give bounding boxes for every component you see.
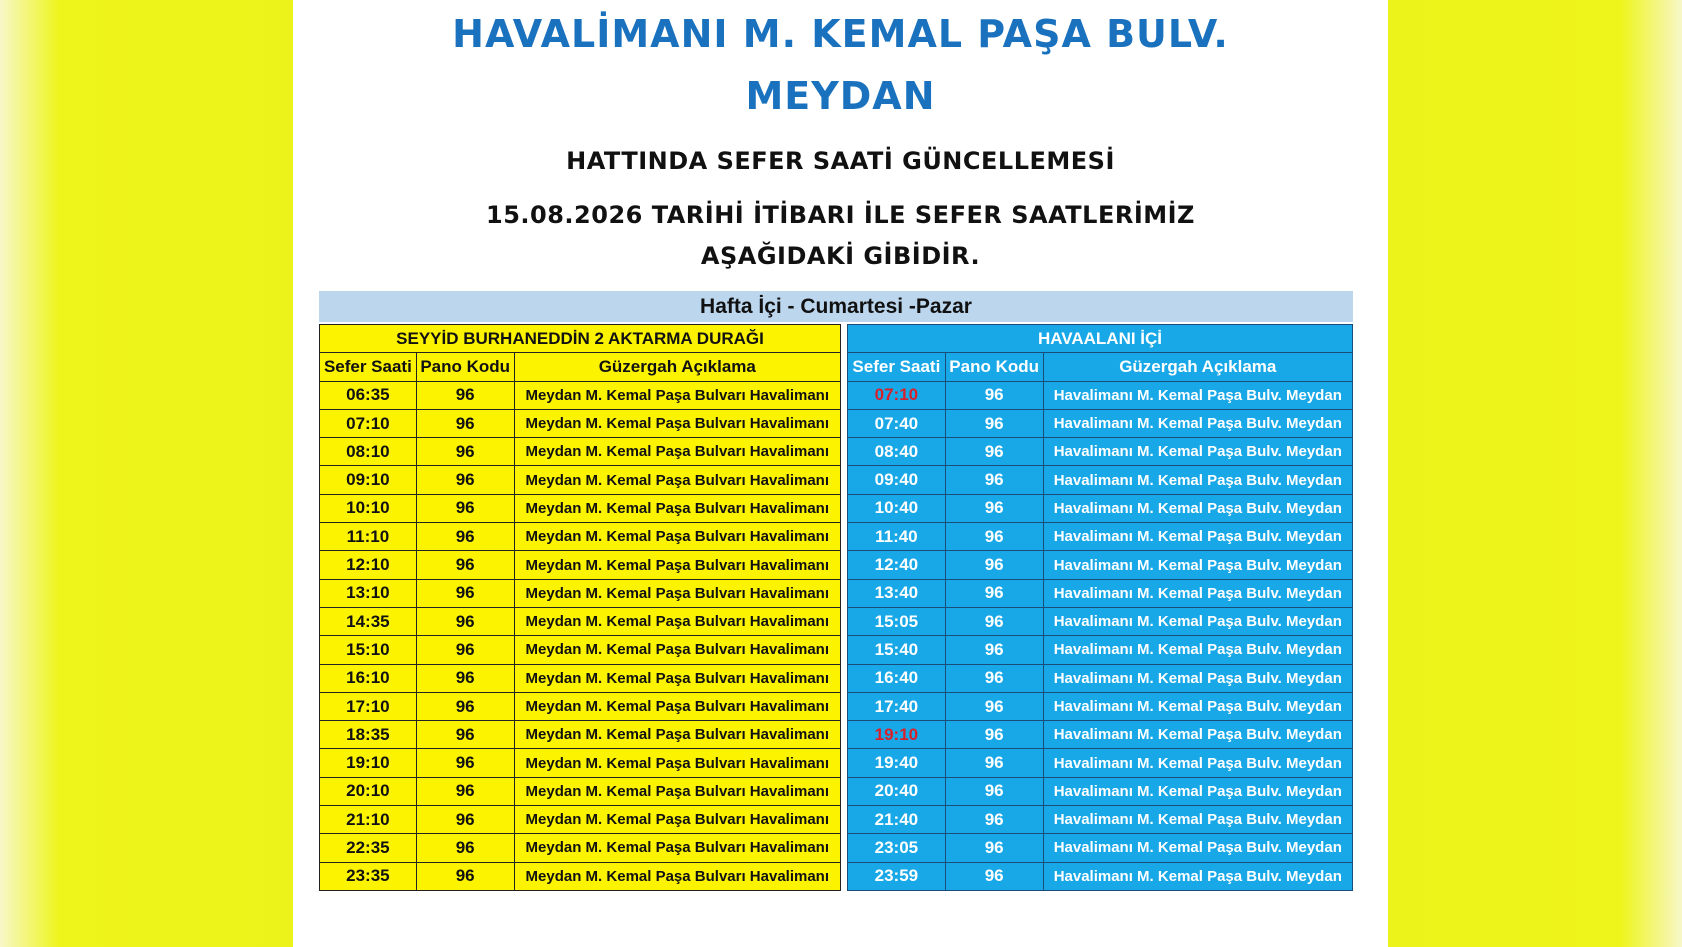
departure-time: 23:59 [848,862,946,890]
panel-code: 96 [945,607,1043,635]
panel-code: 96 [416,834,514,862]
panel-code: 96 [416,438,514,466]
departure-time: 07:10 [848,381,946,409]
route-description: Havalimanı M. Kemal Paşa Bulv. Meydan [1043,523,1352,551]
table-row [320,636,841,664]
departure-time: 07:40 [848,409,946,437]
departure-time: 15:05 [848,607,946,635]
departure-time: 22:35 [320,834,417,862]
table-row [848,777,1353,805]
departure-time: 11:40 [848,523,946,551]
table-row [848,409,1353,437]
route-description: Meydan M. Kemal Paşa Bulvarı Havalimanı [514,381,840,409]
departure-time: 21:10 [320,806,417,834]
departure-time: 19:10 [848,721,946,749]
panel-code: 96 [416,721,514,749]
panel-code: 96 [945,438,1043,466]
route-description: Meydan M. Kemal Paşa Bulvarı Havalimanı [514,409,840,437]
timetable [319,291,1353,914]
panel-code: 96 [416,777,514,805]
route-description: Meydan M. Kemal Paşa Bulvarı Havalimanı [514,494,840,522]
route-description: Havalimanı M. Kemal Paşa Bulv. Meydan [1043,721,1352,749]
effective-date-notice: 15.08.2026 TARİHİ İTİBARI İLE SEFER SAATLERİMİZ [486,201,1195,229]
route-description: Meydan M. Kemal Paşa Bulvarı Havalimanı [514,692,840,720]
table-row [848,664,1353,692]
route-description: Havalimanı M. Kemal Paşa Bulv. Meydan [1043,834,1352,862]
table-row [320,721,841,749]
timetable-blocks [319,322,1353,914]
route-description: Havalimanı M. Kemal Paşa Bulv. Meydan [1043,862,1352,890]
route-description: Meydan M. Kemal Paşa Bulvarı Havalimanı [514,777,840,805]
departure-time: 12:10 [320,551,417,579]
departure-time: 19:40 [848,749,946,777]
departure-time: 23:05 [848,834,946,862]
departure-time: 13:10 [320,579,417,607]
stop-title: SEYYİD BURHANEDDİN 2 AKTARMA DURAĞI [320,325,841,353]
table-row [848,381,1353,409]
panel-code: 96 [945,579,1043,607]
panel-code: 96 [945,551,1043,579]
route-description: Havalimanı M. Kemal Paşa Bulv. Meydan [1043,438,1352,466]
route-description: Havalimanı M. Kemal Paşa Bulv. Meydan [1043,551,1352,579]
departure-time: 16:40 [848,664,946,692]
route-description: Havalimanı M. Kemal Paşa Bulv. Meydan [1043,806,1352,834]
route-description: Meydan M. Kemal Paşa Bulvarı Havalimanı [514,466,840,494]
table-row [848,607,1353,635]
panel-code: 96 [416,806,514,834]
column-header-route: Güzergah Açıklama [514,353,840,381]
column-header-time: Sefer Saati [848,353,946,381]
table-row [320,664,841,692]
stop-title: HAVAALANI İÇİ [848,325,1353,353]
table-row [320,494,841,522]
table-row [848,551,1353,579]
table-row [320,834,841,862]
table-header-row [848,353,1353,381]
route-description: Havalimanı M. Kemal Paşa Bulv. Meydan [1043,636,1352,664]
table-row [320,523,841,551]
departure-time: 17:10 [320,692,417,720]
departures-table-seyyid-burhaneddin [319,324,841,891]
panel-code: 96 [416,607,514,635]
departure-time: 17:40 [848,692,946,720]
panel-code: 96 [945,749,1043,777]
route-description: Meydan M. Kemal Paşa Bulvarı Havalimanı [514,551,840,579]
panel-code: 96 [945,862,1043,890]
table-row [848,466,1353,494]
table-row [848,692,1353,720]
departure-time: 14:35 [320,607,417,635]
update-subtitle: HATTINDA SEFER SAATİ GÜNCELLEMESİ [566,147,1115,175]
panel-code: 96 [945,692,1043,720]
route-description: Meydan M. Kemal Paşa Bulvarı Havalimanı [514,664,840,692]
route-description: Havalimanı M. Kemal Paşa Bulv. Meydan [1043,692,1352,720]
table-row [320,692,841,720]
table-row [848,636,1353,664]
table-row [848,749,1353,777]
panel-code: 96 [945,636,1043,664]
panel-code: 96 [416,862,514,890]
table-row [320,749,841,777]
effective-date-notice-cont: AŞAĞIDAKİ GİBİDİR. [700,242,981,270]
column-header-code: Pano Kodu [945,353,1043,381]
table-row [320,551,841,579]
route-description: Meydan M. Kemal Paşa Bulvarı Havalimanı [514,636,840,664]
route-description: Havalimanı M. Kemal Paşa Bulv. Meydan [1043,579,1352,607]
table-row [848,438,1353,466]
panel-code: 96 [416,636,514,664]
departure-time: 10:40 [848,494,946,522]
departure-time: 20:10 [320,777,417,805]
panel-code: 96 [945,381,1043,409]
column-header-time: Sefer Saati [320,353,417,381]
table-row [848,579,1353,607]
route-title-line1: HAVALİMANI M. KEMAL PAŞA BULV. [452,12,1229,56]
table-row [848,721,1353,749]
panel-code: 96 [945,806,1043,834]
departure-time: 18:35 [320,721,417,749]
route-description: Havalimanı M. Kemal Paşa Bulv. Meydan [1043,607,1352,635]
departure-time: 23:35 [320,862,417,890]
departure-time: 15:40 [848,636,946,664]
panel-code: 96 [945,409,1043,437]
panel-code: 96 [416,466,514,494]
table-row [848,806,1353,834]
panel-code: 96 [416,381,514,409]
table-row [848,834,1353,862]
panel-code: 96 [945,834,1043,862]
departure-time: 13:40 [848,579,946,607]
table-header-row [320,353,841,381]
table-title-row [848,325,1353,353]
route-description: Meydan M. Kemal Paşa Bulvarı Havalimanı [514,523,840,551]
table-row [320,607,841,635]
panel-code: 96 [416,749,514,777]
table-title-row [320,325,841,353]
panel-code: 96 [945,721,1043,749]
route-description: Meydan M. Kemal Paşa Bulvarı Havalimanı [514,862,840,890]
departure-time: 15:10 [320,636,417,664]
departure-time: 09:10 [320,466,417,494]
panel-code: 96 [945,664,1043,692]
panel-code: 96 [416,551,514,579]
route-description: Havalimanı M. Kemal Paşa Bulv. Meydan [1043,664,1352,692]
table-row [320,438,841,466]
table-row [848,862,1353,890]
column-header-route: Güzergah Açıklama [1043,353,1352,381]
route-description: Meydan M. Kemal Paşa Bulvarı Havalimanı [514,749,840,777]
panel-code: 96 [945,523,1043,551]
panel-code: 96 [416,692,514,720]
route-description: Meydan M. Kemal Paşa Bulvarı Havalimanı [514,834,840,862]
route-description: Meydan M. Kemal Paşa Bulvarı Havalimanı [514,806,840,834]
service-period-banner: Hafta İçi - Cumartesi -Pazar [319,291,1353,322]
departure-time: 08:10 [320,438,417,466]
route-description: Meydan M. Kemal Paşa Bulvarı Havalimanı [514,721,840,749]
departure-time: 11:10 [320,523,417,551]
departure-time: 07:10 [320,409,417,437]
panel-code: 96 [945,466,1043,494]
route-description: Havalimanı M. Kemal Paşa Bulv. Meydan [1043,381,1352,409]
departures-table-havaalani [847,324,1353,891]
table-row [320,777,841,805]
departure-time: 06:35 [320,381,417,409]
panel-code: 96 [416,494,514,522]
table-row [320,466,841,494]
panel-code: 96 [416,523,514,551]
route-description: Meydan M. Kemal Paşa Bulvarı Havalimanı [514,438,840,466]
route-description: Havalimanı M. Kemal Paşa Bulv. Meydan [1043,409,1352,437]
departure-time: 09:40 [848,466,946,494]
route-description: Meydan M. Kemal Paşa Bulvarı Havalimanı [514,579,840,607]
route-description: Havalimanı M. Kemal Paşa Bulv. Meydan [1043,494,1352,522]
departure-time: 21:40 [848,806,946,834]
table-row [320,409,841,437]
panel-code: 96 [945,777,1043,805]
departure-time: 20:40 [848,777,946,805]
table-row [320,579,841,607]
panel-code: 96 [416,409,514,437]
route-description: Havalimanı M. Kemal Paşa Bulv. Meydan [1043,466,1352,494]
departure-time: 08:40 [848,438,946,466]
table-row [848,494,1353,522]
panel-code: 96 [416,664,514,692]
departure-time: 19:10 [320,749,417,777]
route-description: Havalimanı M. Kemal Paşa Bulv. Meydan [1043,777,1352,805]
route-description: Meydan M. Kemal Paşa Bulvarı Havalimanı [514,607,840,635]
table-row [320,381,841,409]
route-title-line2: MEYDAN [745,74,936,118]
departure-time: 10:10 [320,494,417,522]
table-row [848,523,1353,551]
panel-code: 96 [416,579,514,607]
departure-time: 16:10 [320,664,417,692]
table-row [320,862,841,890]
table-row [320,806,841,834]
column-header-code: Pano Kodu [416,353,514,381]
route-description: Havalimanı M. Kemal Paşa Bulv. Meydan [1043,749,1352,777]
departure-time: 12:40 [848,551,946,579]
panel-code: 96 [945,494,1043,522]
